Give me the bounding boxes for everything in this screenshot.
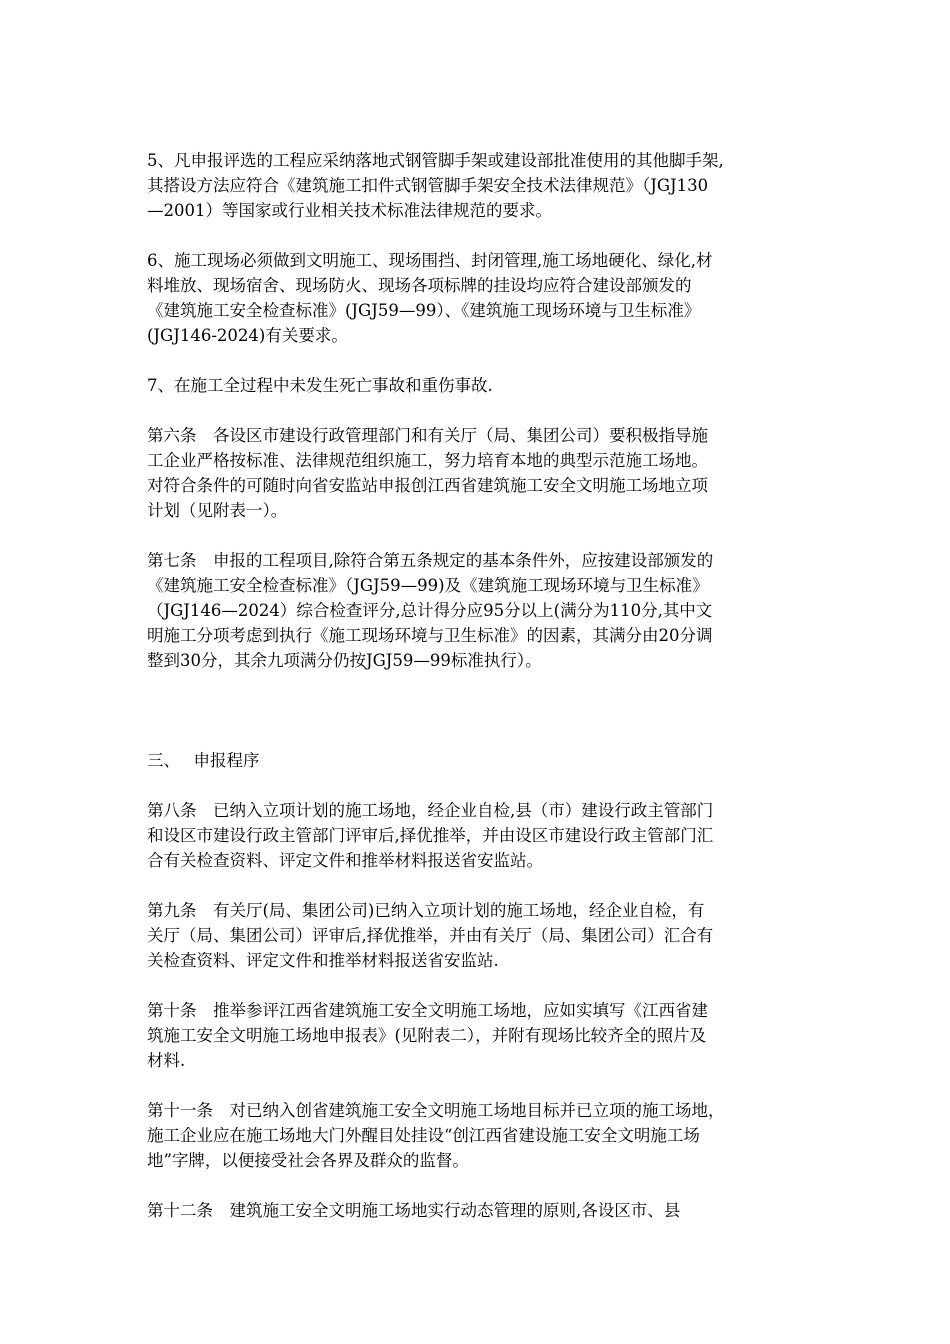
paragraph-line: 《建筑施工安全检查标准》（JGJ59—99)及《建筑施工现场环境与卫生标准》 [147, 576, 709, 595]
paragraph-line: 对符合条件的可随时向省安监站申报创江西省建筑施工安全文明施工场地立项 [147, 476, 708, 495]
paragraph-line: —2001）等国家或行业相关技术标准法律规范的要求。 [147, 201, 552, 220]
paragraph-line: 第十条 推举参评江西省建筑施工安全文明施工场地，应如实填写《江西省建 [147, 1001, 708, 1020]
paragraph-line: 地”字牌，以便接受社会各界及群众的监督。 [147, 1151, 469, 1170]
paragraph-line: 第七条 申报的工程项目,除符合第五条规定的基本条件外，应按建设部颁发的 [147, 551, 714, 570]
paragraph-line: （JGJ146—2024）综合检查评分,总计得分应95分以上(满分为110分,其中文 [147, 601, 713, 620]
paragraph-line: 料堆放、现场宿舍、现场防火、现场各项标牌的挂设均应符合建设部颁发的 [147, 276, 692, 295]
article-block-bottom [147, 798, 817, 1223]
paragraph [147, 373, 817, 398]
paragraph-line: 第六条 各设区市建设行政管理部门和有关厅（局、集团公司）要积极指导施 [147, 426, 708, 445]
paragraph-line: 计划（见附表一）。 [147, 501, 288, 520]
paragraph [147, 248, 817, 348]
paragraph-line: 其搭设方法应符合《建筑施工扣件式钢管脚手架安全技术法律规范》（JGJ130 [147, 176, 709, 195]
paragraph [147, 548, 817, 673]
paragraph-line: (JGJ146-2024)有关要求。 [147, 326, 348, 345]
paragraph [147, 998, 817, 1073]
paragraph-line: 第八条 已纳入立项计划的施工场地，经企业自检,县（市）建设行政主管部门 [147, 801, 714, 820]
paragraph-line: 6、施工现场必须做到文明施工、现场围挡、封闭管理,施工场地硬化、绿化,材 [147, 251, 713, 270]
paragraph-line: 7、在施工全过程中未发生死亡事故和重伤事故. [147, 376, 493, 395]
paragraph [147, 423, 817, 523]
paragraph-line: 《建筑施工安全检查标准》(JGJ59—99）、《建筑施工现场环境与卫生标准》 [147, 301, 701, 320]
paragraph-line: 和设区市建设行政主管部门评审后,择优推举，并由设区市建设行政主管部门汇 [147, 826, 714, 845]
paragraph-line: 第十一条 对已纳入创省建筑施工安全文明施工场地目标并已立项的施工场地， [147, 1101, 725, 1120]
document-page [147, 148, 817, 1248]
paragraph-line: 工企业严格按标准、法律规范组织施工，努力培育本地的典型示范施工场地。 [147, 451, 708, 470]
section-heading: 三、 申报程序 [147, 751, 260, 770]
paragraph [147, 798, 817, 873]
paragraph-line: 关检查资料、评定文件和推举材料报送省安监站. [147, 951, 499, 970]
paragraph-line: 合有关检查资料、评定文件和推举材料报送省安监站。 [147, 851, 543, 870]
paragraph-line: 明施工分项考虑到执行《施工现场环境与卫生标准》的因素，其满分由20分调 [147, 626, 713, 645]
paragraph-line: 第九条 有关厅(局、集团公司)已纳入立项计划的施工场地，经企业自检，有 [147, 901, 705, 920]
paragraph-line: 筑施工安全文明施工场地申报表》(见附表二），并附有现场比较齐全的照片及 [147, 1026, 707, 1045]
paragraph [147, 1098, 817, 1173]
paragraph-line: 关厅（局、集团公司）评审后,择优推举，并由有关厅（局、集团公司）汇合有 [147, 926, 714, 945]
paragraph-line: 第十二条 建筑施工安全文明施工场地实行动态管理的原则,各设区市、县 [147, 1201, 681, 1220]
paragraph-line: 施工企业应在施工场地大门外醒目处挂设“创江西省建设施工安全文明施工场 [147, 1126, 700, 1145]
paragraph [147, 1198, 817, 1223]
article-block-top [147, 148, 817, 673]
paragraph [147, 148, 817, 223]
paragraph-line: 整到30分，其余九项满分仍按JGJ59—99标准执行）。 [147, 651, 542, 670]
paragraph-line: 5、凡申报评选的工程应采纳落地式钢管脚手架或建设部批准使用的其他脚手架, [147, 151, 724, 170]
paragraph-line: 材料. [147, 1051, 186, 1070]
paragraph [147, 898, 817, 973]
